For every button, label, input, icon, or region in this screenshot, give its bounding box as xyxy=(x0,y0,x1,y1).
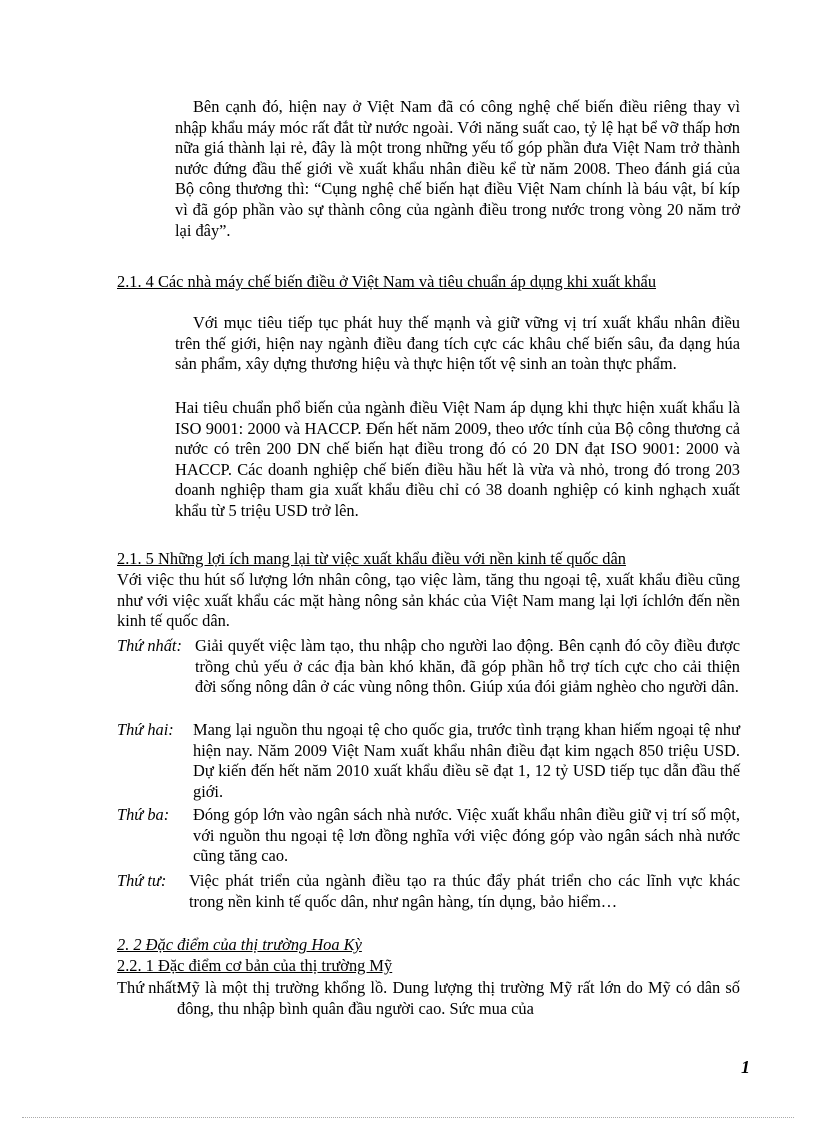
page-number: 1 xyxy=(741,1057,750,1077)
heading-2-1-4: 2.1. 4 Các nhà máy chế biến điều ở Việt Nam và tiêu chuẩn áp dụng khi xuất khẩu xyxy=(117,272,657,291)
benefit-fourth-text: Việc phát triển của ngành điều tạo ra thúc đẩy phát triển cho các lĩnh vực khác trong nền kinh tế quốc dân, như ngân hàng, tín dụng, bảo hiểm… xyxy=(189,871,740,911)
heading-2-1-5: 2.1. 5 Những lợi ích mang lại từ việc xuất khẩu điều với nền kinh tế quốc dân xyxy=(117,549,626,568)
benefit-second-text: Mang lại nguồn thu ngoại tệ cho quốc gia, trước tình trạng khan hiếm ngoại tệ như hiện nay. Năm 2009 Việt Nam xuất khẩu nhân điều đạt kim ngạch 850 triệu USD. Dự kiến đến hết năm 2010 xuất khẩu điều sẽ đạt 1, 12 tỷ USD tiếp tục dẫn đầu thế giới. xyxy=(193,720,740,801)
benefit-second-label: Thứ hai: xyxy=(117,720,174,739)
benefit-third-label: Thứ ba: xyxy=(117,805,170,824)
paragraph-standards: Hai tiêu chuẩn phổ biến của ngành điều Việt Nam áp dụng khi thực hiện xuất khẩu là ISO 9001: 2000 và HACCP. Đến hết năm 2009, theo ước tính của Bộ công thương cả nước có trên 200 DN chế biến hạt điều trong đó có 20 DN đạt ISO 9001: 2000 và HACCP. Các doanh nghiệp chế biến điều hầu hết là vừa và nhỏ, trong đó trong 203 doanh nghiệp tham gia xuất khẩu điều chỉ có 38 doanh nghiệp có kinh nghạch xuất khẩu từ 5 triệu USD trở lên. xyxy=(175,398,740,520)
paragraph-processing-technology: Bên cạnh đó, hiện nay ở Việt Nam đã có công nghệ chế biến điều riêng thay vì nhập khẩu máy móc rất đắt từ nước ngoài. Với năng suất cao, tỷ lệ hạt bể vỡ thấp hơn nữa giá thành lại rẻ, đây là một trong những yếu tố góp phần đưa Việt Nam trở thành nước đứng đầu thế giới về xuất khẩu nhân điều kể từ năm 2008. Theo đánh giá của Bộ công thương thì: “Cụng nghệ chế biến hạt điều Việt Nam chính là báu vật, bí kíp vì đã góp phần vào sự thành công của ngành điều trong nước trong vòng 20 năm trở lại đây”. xyxy=(175,97,740,240)
us-market-first-label: Thứ nhất: xyxy=(117,978,181,997)
benefit-fourth-label: Thứ tư: xyxy=(117,871,167,890)
benefit-third-text: Đóng góp lớn vào ngân sách nhà nước. Việc xuất khẩu nhân điều giữ vị trí số một, với nguồn thu ngoại tệ lơn đồng nghĩa với việc đóng góp vào ngân sách nhà nước cũng tăng cao. xyxy=(193,805,740,866)
benefit-first-text xyxy=(195,636,740,698)
page-bottom-divider xyxy=(22,1117,794,1118)
paragraph-export-goals: Với mục tiêu tiếp tục phát huy thế mạnh và giữ vững vị trí xuất khẩu nhân điều trên thế giới, hiện nay ngành điều đang tích cực các khâu chế biến sâu, đa dạng húa sản phẩm, xây dựng thương hiệu và thực hiện tốt vệ sinh an toàn thực phẩm. xyxy=(175,313,740,374)
paragraph-benefits-intro: Với việc thu hút số lượng lớn nhân công, tạo việc làm, tăng thu ngoại tệ, xuất khẩu điều cũng như với việc xuất khẩu các mặt hàng nông sản khác của Việt Nam mang lại lợi íchlớn đến nền kinh tế quốc dân. xyxy=(117,570,740,631)
benefit-first-body: Giải quyết việc làm tạo, thu nhập cho người lao động. Bên cạnh đó cõy điều được trồng chủ yếu ở các địa bàn khó khăn, đã góp phần hỗ trợ tích cực cho cải thiện đời sống nông dân ở các vùng nông thôn. Giúp xúa đói giảm nghèo cho người dân. xyxy=(195,636,740,697)
us-market-first-text: Mỹ là một thị trường khổng lồ. Dung lượng thị trường Mỹ rất lớn do Mỹ có dân số đông, thu nhập bình quân đầu người cao. Sức mua của xyxy=(177,978,740,1018)
heading-2-2: 2. 2 Đặc điểm của thị trường Hoa Kỳ xyxy=(117,935,362,954)
heading-2-2-1: 2.2. 1 Đặc điểm cơ bản của thị trường Mỹ xyxy=(117,956,393,975)
benefit-first-label: Thứ nhất: xyxy=(117,636,182,655)
